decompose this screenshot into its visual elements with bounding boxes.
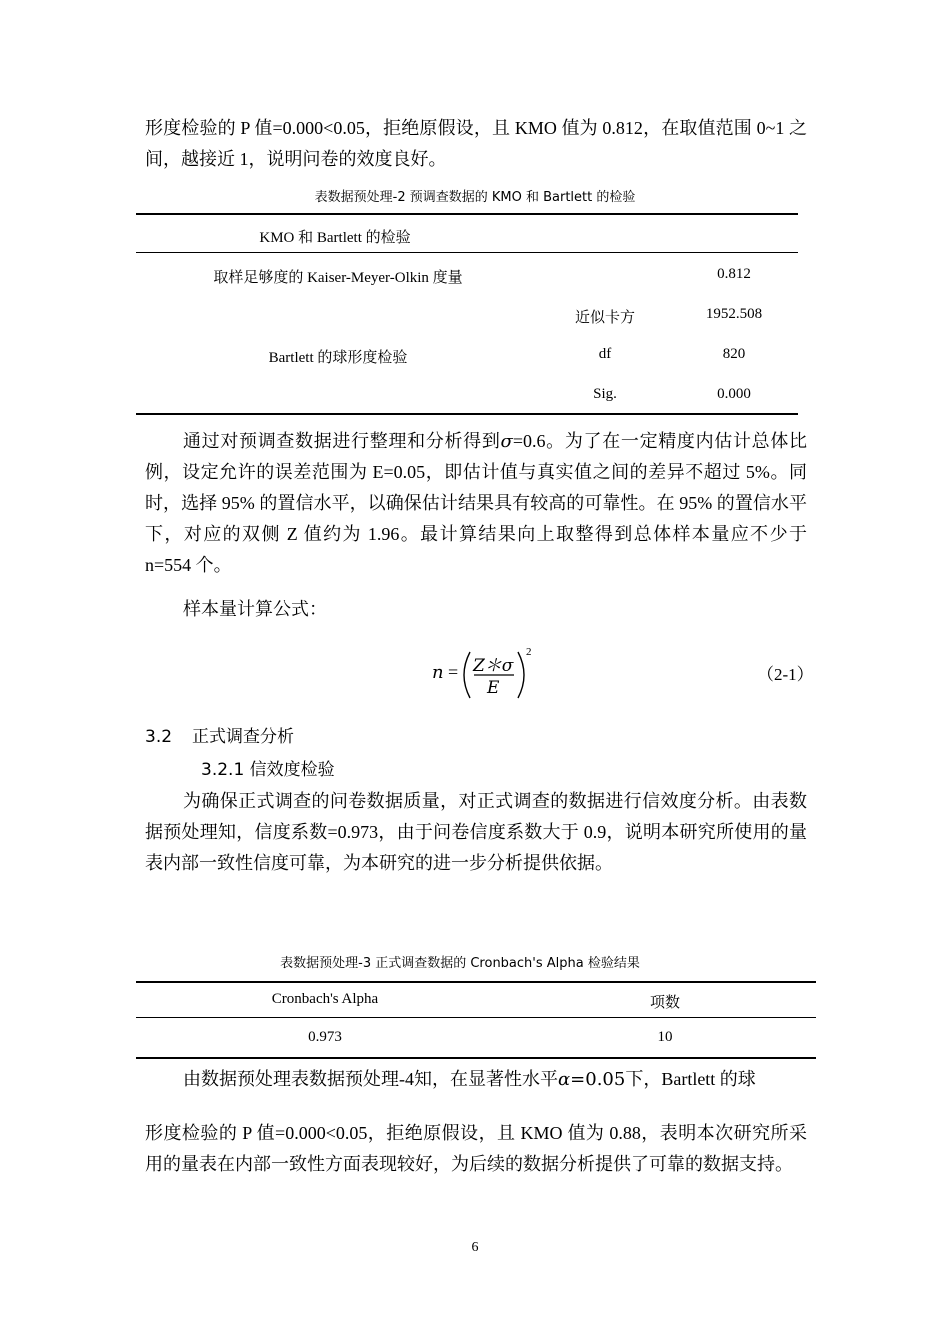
table1-df-value: 820 [722,346,746,362]
formula-numerator: Z＊σ [473,656,514,676]
table1-header-rule [136,252,798,253]
table2-caption: 表数据预处理-3 正式调查数据的 Cronbach's Alpha 检验结果 [280,956,640,971]
table1-kmo-value: 0.812 [717,266,751,282]
table1-chi-square-label: 近似卡方 [574,310,635,326]
paragraph-significance-before: 由数据预处理表数据预处理-4知，在显著性水平 [183,1069,558,1089]
table1-sig-value: 0.000 [717,386,751,402]
table2-col2-header: 项数 [649,995,680,1011]
table2-alpha-value: 0.973 [308,1029,342,1045]
section-heading-3-2 [145,722,294,747]
table1-bartlett-label: Bartlett 的球形度检验 [268,350,408,366]
paragraph-reliability: 为确保正式调查的问卷数据质量，对正式调查的数据进行信效度分析。由表数据预处理知，信度系数=0.973，由于问卷信度系数大于 0.9，说明本研究所使用的量表内部一致性信度可靠，为本研究的进一步分析提供依据。 [145,791,807,873]
paragraph-formula-intro: 样本量计算公式： [183,599,327,619]
formula-number: （2-1） [757,665,814,684]
alpha-symbol: α [558,1069,571,1090]
subsection-heading-3-2-1: 3.2.1 信效度检验 [201,760,335,780]
paragraph-significance-after: 下，Bartlett 的球 [625,1069,756,1089]
table2-header-rule [136,1017,816,1018]
table1-top-rule [136,213,798,215]
section-title: 正式调查分析 [192,727,295,747]
sigma-symbol: σ [500,431,513,452]
page-number: 6 [471,1240,479,1255]
formula-exponent: 2 [526,646,532,658]
table1-bottom-rule [136,413,798,415]
formula-lhs: n [432,662,444,683]
formula-equals: = [448,662,459,682]
table1-chi-square-value: 1952.508 [705,306,763,322]
table2-bottom-rule [136,1057,816,1059]
table1-df-label: df [598,346,612,362]
table2-items-value: 10 [657,1029,673,1045]
paragraph-kmo-conclusion: 形度检验的 P 值=0.000<0.05，拒绝原假设，且 KMO 值为 0.812，在取值范围 0~1 之间，越接近 1，说明问卷的效度良好。 [145,118,807,169]
paragraph-sample-size-after: =0.6。为了在一定精度内估计总体比例，设定允许的误差范围为 E=0.05，即估计值与真实值之间的差异不超过 5%。同时，选择 95% 的置信水平，以确保估计结果具有较高的可靠性。在 95% 的置信水平下，对应的双侧 Z 值约为 1.96。最计算结果向上取整得到总体样本量应不少于 n=554 个。 [145,431,807,575]
table2-top-rule [136,981,816,983]
paragraph-significance [145,1064,807,1095]
alpha-value: =0.05 [570,1069,626,1090]
table1-caption: 表数据预处理-2 预调查数据的 KMO 和 Bartlett 的检验 [314,190,636,205]
paragraph-sample-size [145,426,807,581]
table2-col1-header: Cronbach's Alpha [271,991,379,1007]
table1-sig-label: Sig. [593,386,617,402]
table1-header: KMO 和 Bartlett 的检验 [259,230,411,246]
table1-kmo-label: 取样足够度的 Kaiser-Meyer-Olkin 度量 [213,270,463,286]
formula-denominator: E [487,678,500,698]
paragraph-sample-size-before: 通过对预调查数据进行整理和分析得到 [183,431,501,451]
paragraph-kmo-formal: 形度检验的 P 值=0.000<0.05，拒绝原假设，且 KMO 值为 0.88，表明本次研究所采用的量表在内部一致性方面表现较好，为后续的数据分析提供了可靠的数据支持。 [145,1123,807,1174]
sample-size-formula [430,648,540,703]
section-number: 3.2 [145,727,173,747]
